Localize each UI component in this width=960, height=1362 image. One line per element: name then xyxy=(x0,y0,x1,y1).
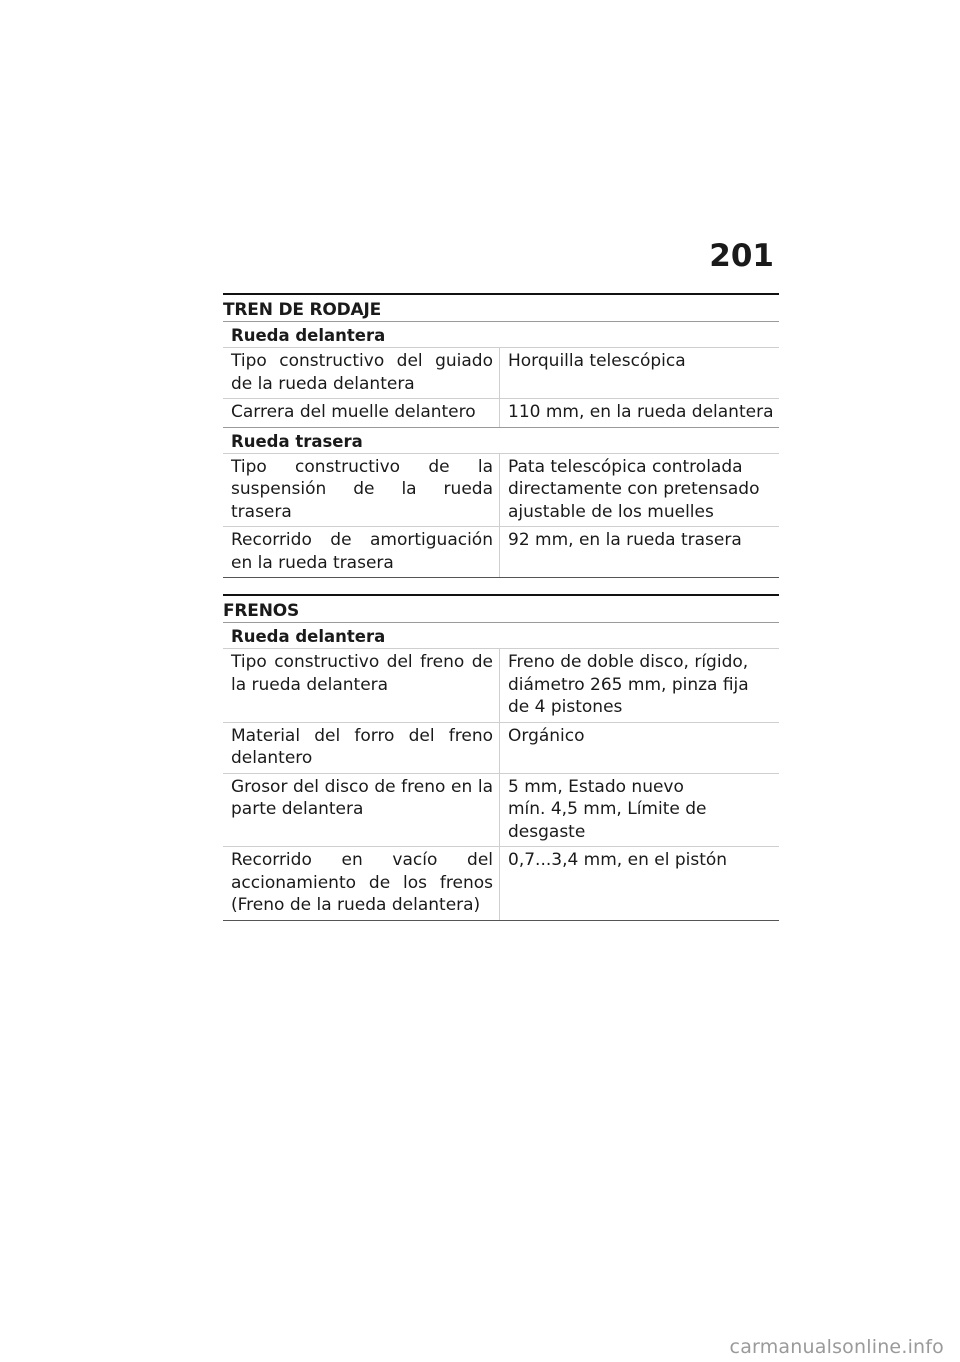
section-tren-de-rodaje xyxy=(223,293,779,578)
spec-row xyxy=(223,648,779,722)
spec-row xyxy=(223,846,779,921)
spec-label: Tipo constructivo del guiado de la rueda delantera xyxy=(223,348,500,398)
spec-label: Grosor del disco de freno en la parte delantera xyxy=(223,774,500,847)
group-subheader: Rueda delantera xyxy=(223,321,779,347)
spec-row xyxy=(223,453,779,527)
spec-label: Recorrido en vacío del accionamiento de los frenos (Freno de la rueda delantera) xyxy=(223,847,500,920)
page-number: 201 xyxy=(709,238,774,274)
spec-value: 92 mm, en la rueda trasera xyxy=(508,530,742,550)
spec-label: Carrera del muelle delantero xyxy=(223,399,500,427)
spec-label: Tipo constructivo de la suspensión de la rueda trasera xyxy=(223,454,500,527)
spec-value: 110 mm, en la rueda delantera xyxy=(508,402,774,422)
group-subheader: Rueda trasera xyxy=(223,427,779,453)
spec-row xyxy=(223,722,779,773)
spec-row xyxy=(223,773,779,847)
spec-value: 0,7...3,4 mm, en el pistón xyxy=(508,850,728,870)
spec-label: Material del forro del freno delantero xyxy=(223,723,500,773)
spec-value: Pata telescópica controlada directamente con pretensado ajustable de los muelles xyxy=(508,456,760,522)
group-subheader: Rueda delantera xyxy=(223,622,779,648)
spec-value: Freno de doble disco, rígido, diámetro 265 mm, pinza fija de 4 pistones xyxy=(508,652,749,717)
spec-row xyxy=(223,398,779,427)
spec-content xyxy=(223,293,779,937)
section-frenos xyxy=(223,594,779,921)
spec-label: Tipo constructivo del freno de la rueda delantera xyxy=(223,649,500,722)
spec-row xyxy=(223,347,779,398)
spec-value: 5 mm, Estado nuevo mín. 4,5 mm, Límite de desgaste xyxy=(508,776,707,842)
spec-label: Recorrido de amortiguación en la rueda trasera xyxy=(223,527,500,577)
spec-row xyxy=(223,526,779,578)
watermark: carmanualsonline.info xyxy=(729,1336,944,1358)
spec-value: Orgánico xyxy=(508,725,585,746)
section-title: TREN DE RODAJE xyxy=(223,293,779,321)
spec-value: Horquilla telescópica xyxy=(508,351,686,371)
section-title: FRENOS xyxy=(223,594,779,622)
